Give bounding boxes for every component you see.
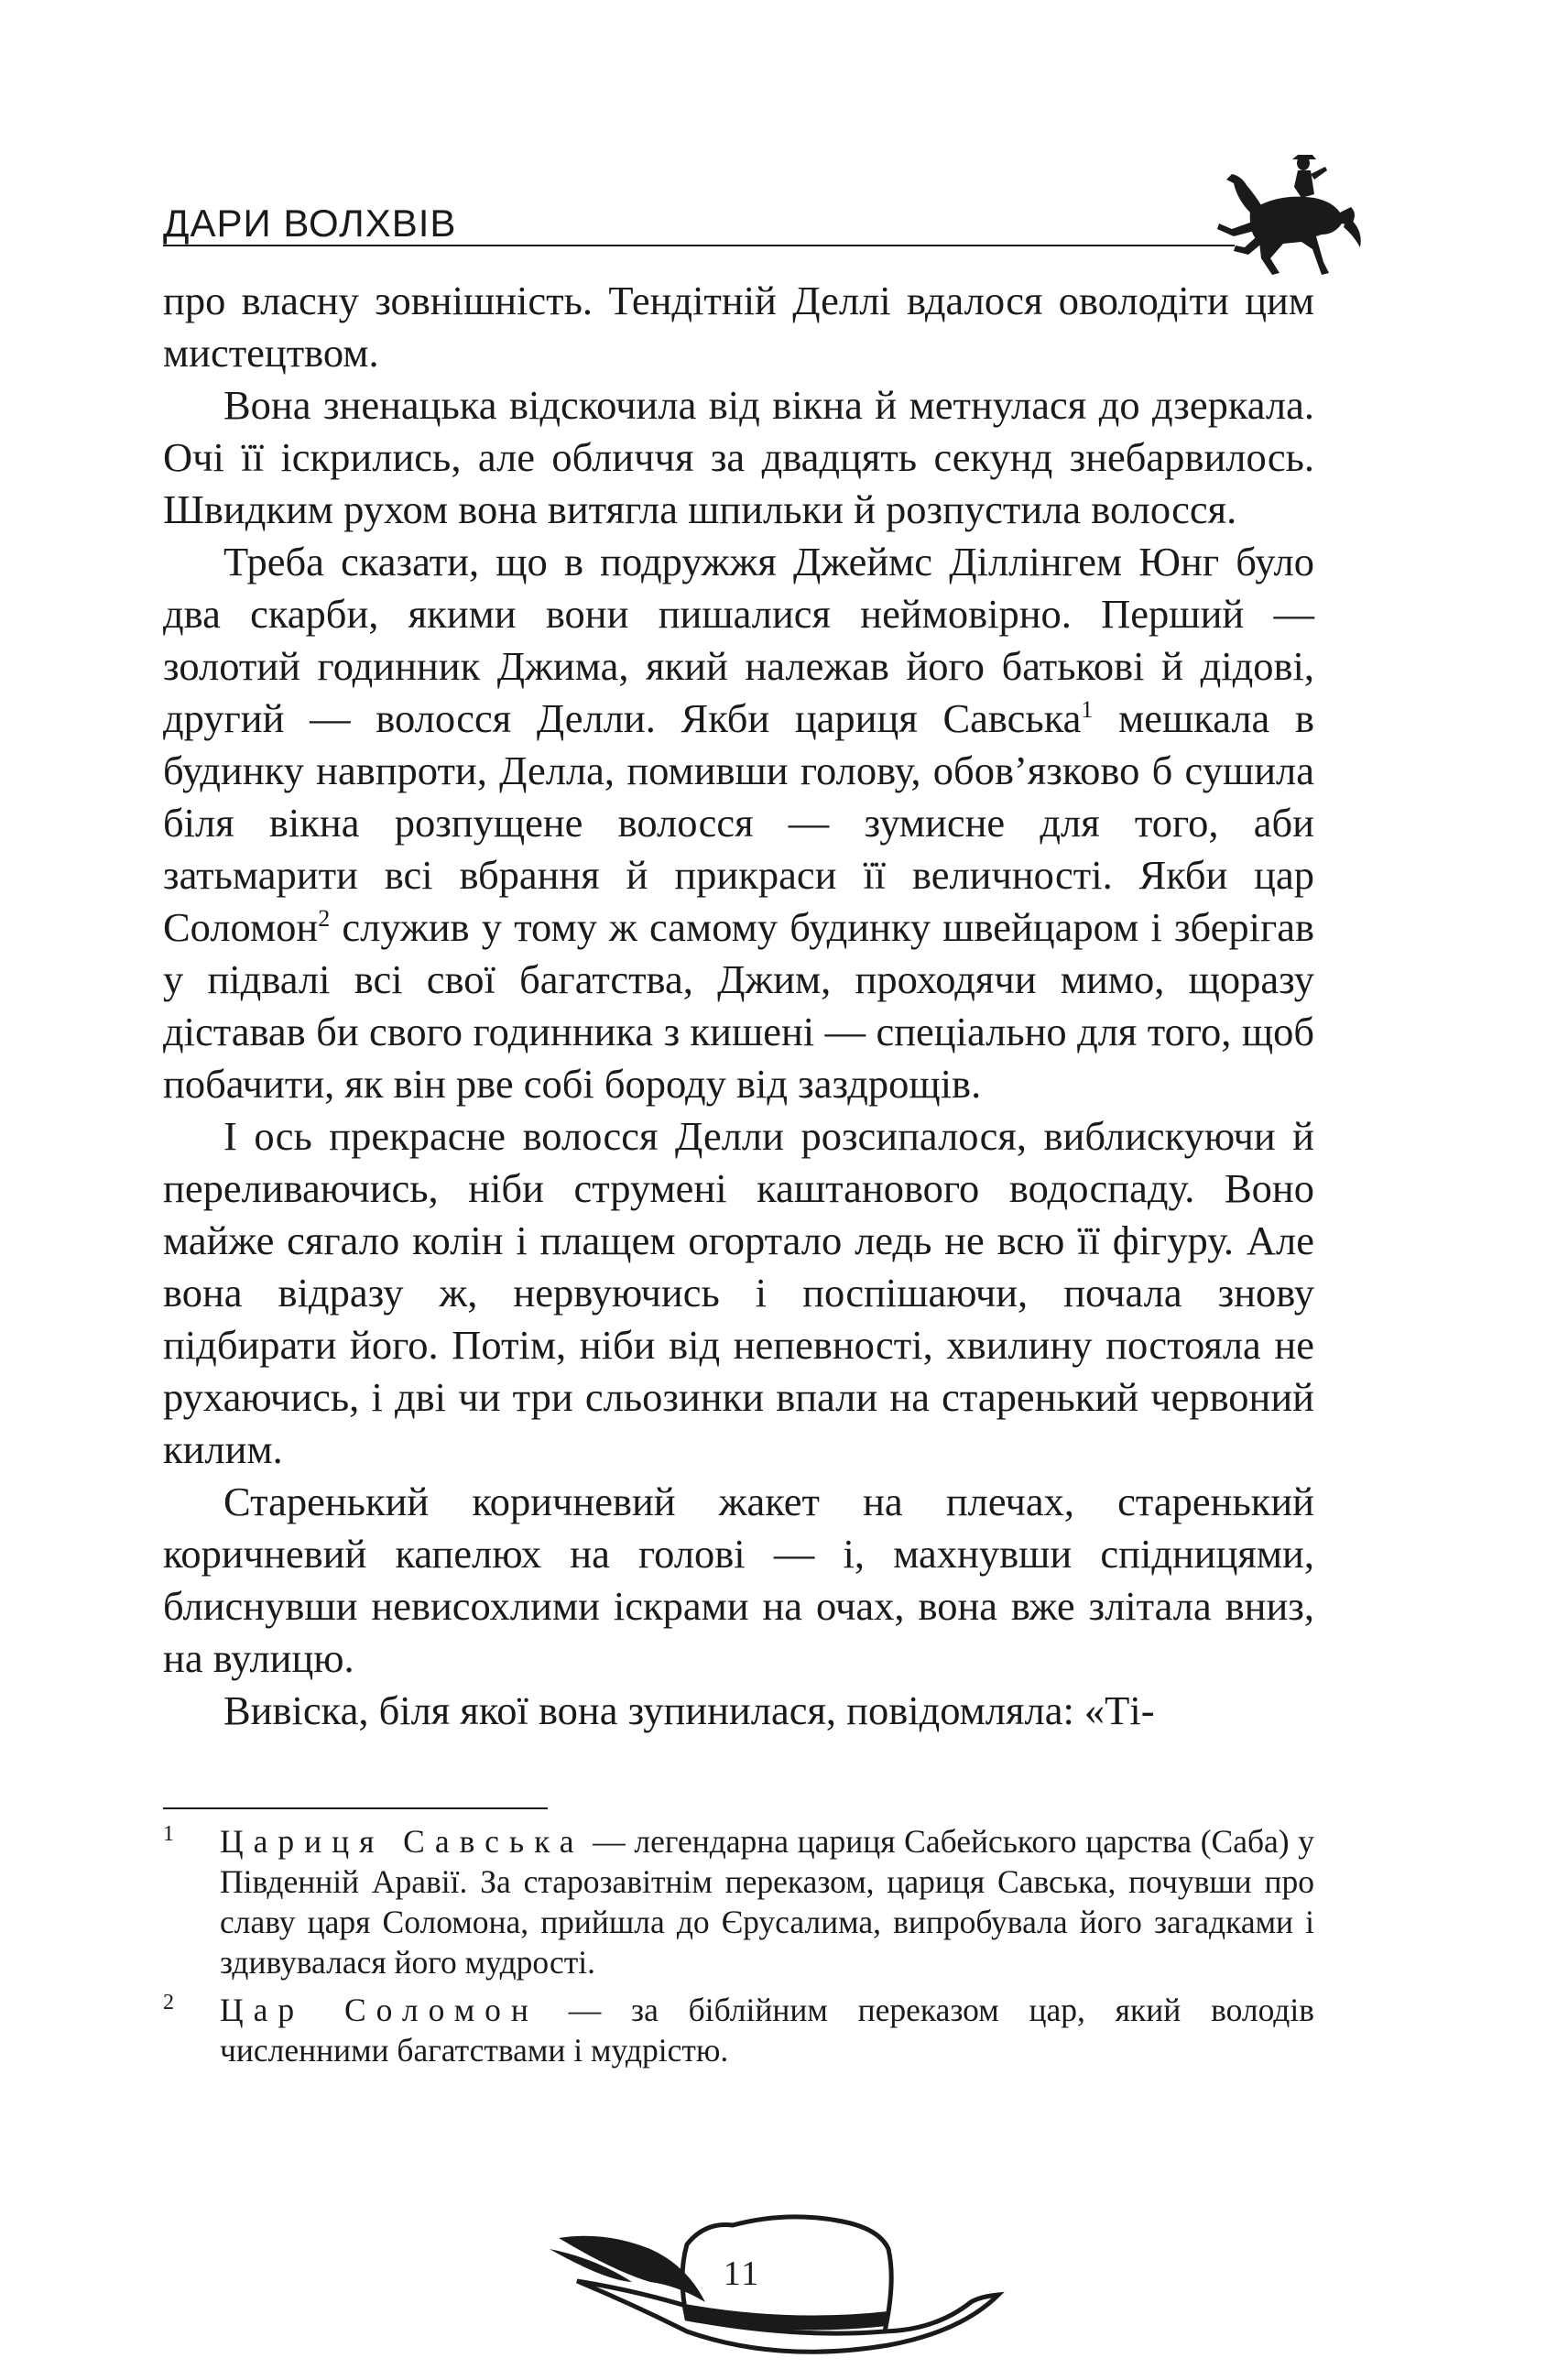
footnote-rule bbox=[163, 1807, 548, 1809]
cowboy-hat-icon bbox=[550, 2194, 1026, 2368]
main-text bbox=[163, 275, 1314, 1737]
horse-rider-icon bbox=[1214, 147, 1365, 284]
footnote bbox=[163, 1821, 1314, 1982]
footnote-ref: 2 bbox=[318, 905, 331, 932]
footnote-number: 2 bbox=[163, 1991, 174, 2014]
footnote-ref: 1 bbox=[1081, 696, 1094, 723]
footnote-number: 1 bbox=[163, 1822, 174, 1846]
paragraph: Старенький коричневий жакет на плечах, старенький коричневий капелюх на голові — і, махнувши спідницями, блиснувши невисохлими іскрами на очах, вона вже злітала вниз, на вулицю. bbox=[163, 1479, 1314, 1681]
paragraph-text: мешкала в будинку навпроти, Делла, помивши голову, обов’язково б сушила біля вікна розпущене волосся — зумисне для того, аби затьмарити всі вбрання й прикраси її величності. Якби цар Соломон bbox=[163, 695, 1314, 950]
footnote-term: Цар Соломон bbox=[220, 1992, 539, 2028]
running-title: ДАРИ ВОЛХВІВ bbox=[163, 202, 457, 245]
footnote bbox=[163, 1990, 1314, 2070]
paragraph-text: служив у тому ж самому будинку швейцаром і зберігав у підвалі всі свої багатства, Джим, проходячи мимо, щоразу діставав би свого годинника з кишені — спеціально для того, щоб побачити, як він рве собі бороду від заздрощів. bbox=[163, 904, 1314, 1107]
paragraph: Вона зненацька відскочила від вікна й метнулася до дзеркала. Очі її іскрились, але обличчя за двадцять секунд знебарвилось. Швидким рухом вона витягла шпильки й розпустила волосся. bbox=[163, 382, 1314, 532]
paragraph: І ось прекрасне волосся Делли розсипалося, виблискуючи й переливаючись, ніби струмені каштанового водоспаду. Воно майже сягало колін і плащем огортало ледь не всю її фігуру. Але вона відразу ж, нервуючись і поспішаючи, почала знову підбирати його. Потім, ніби від непевності, хвилину постояла не рухаючись, і дві чи три сльозинки впали на старенький червоний килим. bbox=[163, 1113, 1314, 1472]
header-rule bbox=[163, 245, 1235, 246]
paragraph: про власну зовнішність. Тендітній Деллі вдалося оволодіти цим мистецтвом. bbox=[163, 278, 1314, 376]
paragraph: Вивіска, біля якої вона зупинилася, повідомляла: «Ті- bbox=[223, 1687, 1155, 1733]
footnote-term: Цариця Савська bbox=[220, 1823, 584, 1860]
footnote-text: — за біблійним переказом цар, який володів численними багатствами і мудрістю. bbox=[220, 1992, 1314, 2069]
page-number: 11 bbox=[723, 2254, 761, 2293]
footnote-text: — легендарна цариця Сабейського царства (Саба) у Південній Аравії. За старозавітнім переказом, цариця Савська, почувши про славу царя Соломона, прийшла до Єрусалима, випробувала його загадками і здивувалася його мудрості. bbox=[220, 1823, 1315, 1981]
paragraph-text: Треба сказати, що в подружжя Джеймс Діллінгем Юнг було два скарби, якими вони пишалися неймовірно. Перший — золотий годинник Джима, який належав його батькові й дідові, другий — волосся Делли. Якби цариця Савська bbox=[163, 539, 1314, 741]
footnotes bbox=[163, 1821, 1314, 2078]
paragraph bbox=[163, 536, 1314, 1110]
